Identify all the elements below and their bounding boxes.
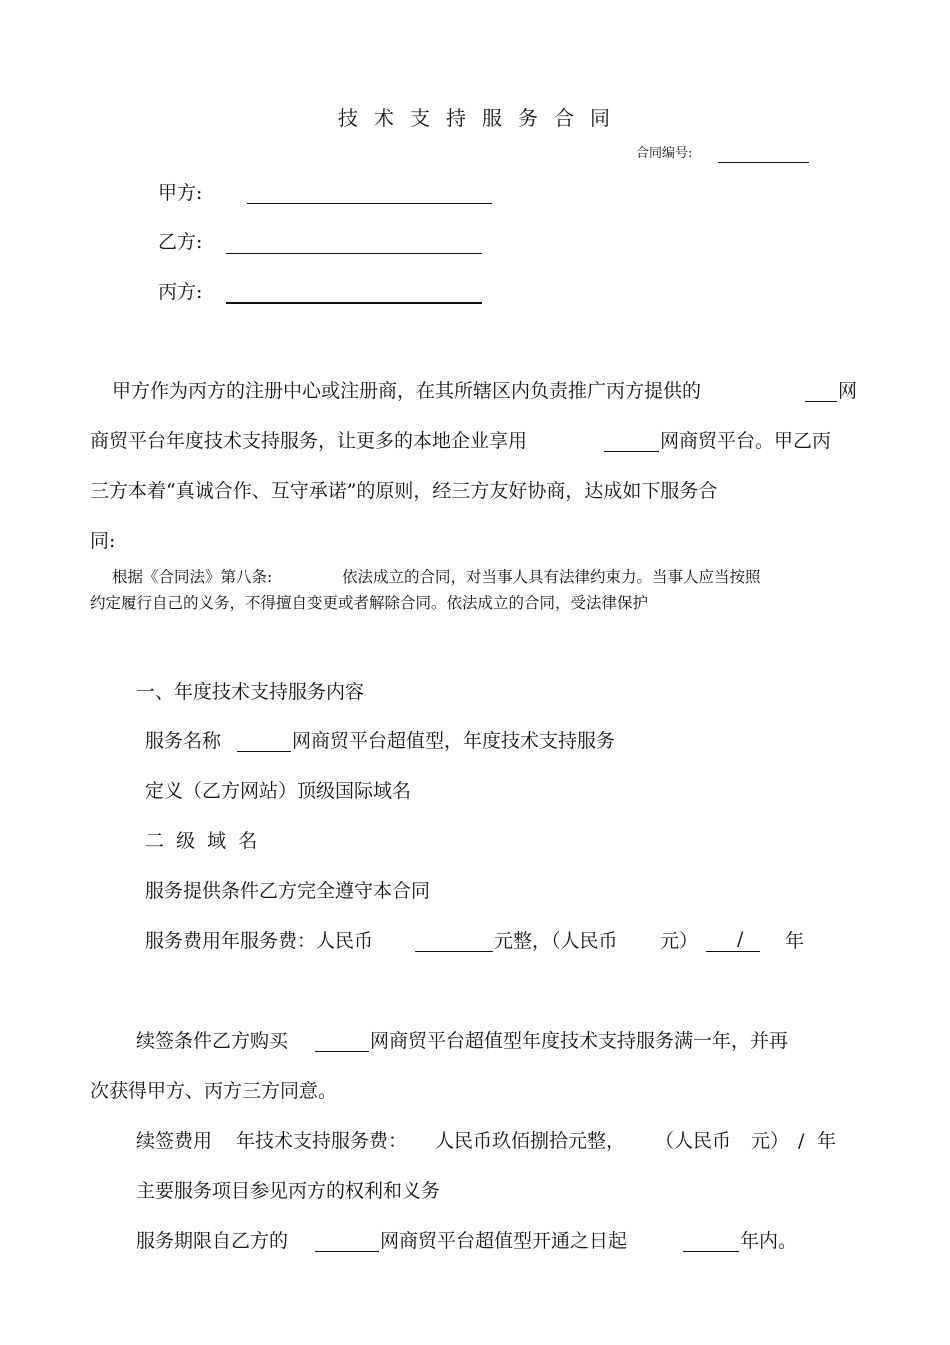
renewal-line-2: 次获得甲方、丙方三方同意。 [90, 1080, 338, 1102]
preamble-line-4: 同: [90, 530, 116, 552]
renewal-fee-slash: / [798, 1130, 805, 1152]
service-name-label: 服务名称 [145, 730, 222, 752]
fee-year: 年 [785, 930, 805, 952]
party-c-label: 丙方: [158, 281, 203, 303]
contract-number-blank[interactable] [718, 162, 809, 163]
conditions-line: 服务提供条件乙方完全遵守本合同 [145, 880, 431, 902]
party-b-blank[interactable] [226, 253, 482, 254]
preamble-line-3: 三方本着“真诚合作、互守承诺”的原则，经三方友好协商，达成如下服务合 [90, 480, 718, 502]
document-title: 技术支持服务合同 [338, 106, 626, 130]
contract-number-label: 合同编号: [636, 146, 693, 161]
renewal-fee-amount: 人民币玖佰捌拾元整， [435, 1130, 626, 1152]
term-line-mid: 网商贸平台超值型开通之日起 [380, 1230, 628, 1252]
renewal-fee-paren: （人民币 [655, 1130, 732, 1152]
renewal-fee-label: 续签费用 [136, 1130, 213, 1152]
service-name-text: 网商贸平台超值型，年度技术支持服务 [292, 730, 616, 752]
law-line-2: 约定履行自己的义务，不得擅自变更或者解除合同。依法成立的合同，受法律保护 [90, 594, 649, 612]
fee-slash-blank[interactable] [706, 951, 760, 952]
fee-label: 服务费用年服务费：人民币 [145, 930, 374, 952]
fee-slash: / [737, 928, 744, 950]
renewal-blank-1[interactable] [315, 1051, 369, 1052]
term-line-start: 服务期限自乙方的 [136, 1230, 289, 1252]
preamble-blank-1[interactable] [805, 401, 837, 402]
law-line-1-end: 依法成立的合同，对当事人具有法律约束力。当事人应当按照 [342, 568, 761, 586]
term-line-end: 年内。 [740, 1230, 798, 1252]
renewal-line-1-end: 网商贸平台超值型年度技术支持服务满一年，并再 [370, 1030, 789, 1052]
renewal-fee-year: 年 [817, 1130, 837, 1152]
law-line-1: 根据《合同法》第八条: [112, 568, 273, 586]
party-b-label: 乙方: [158, 231, 203, 253]
preamble-blank-2[interactable] [604, 451, 659, 452]
party-c-blank[interactable] [226, 302, 482, 304]
fee-yuan: 元） [660, 930, 699, 952]
term-blank-2[interactable] [683, 1251, 739, 1252]
fee-mid: 元整，（人民币 [494, 930, 618, 952]
preamble-line-1-end: 网 [838, 380, 858, 402]
main-items-line: 主要服务项目参见丙方的权利和义务 [136, 1180, 441, 1202]
renewal-fee-text: 年技术支持服务费： [236, 1130, 408, 1152]
preamble-line-2-end: 网商贸平台。甲乙丙 [660, 430, 832, 452]
second-domain-line: 二 级 域 名 [145, 830, 258, 852]
party-a-blank[interactable] [247, 203, 492, 204]
preamble-line-2: 商贸平台年度技术支持服务，让更多的本地企业享用 [90, 430, 528, 452]
renewal-fee-yuan: 元） [751, 1130, 790, 1152]
fee-amount-blank[interactable] [415, 951, 493, 952]
renewal-line-1: 续签条件乙方购买 [136, 1030, 289, 1052]
term-blank-1[interactable] [315, 1251, 379, 1252]
service-name-blank[interactable] [237, 751, 291, 752]
preamble-line-1: 甲方作为丙方的注册中心或注册商，在其所辖区内负责推广丙方提供的 [112, 380, 702, 402]
definition-line: 定义（乙方网站）顶级国际域名 [145, 780, 412, 802]
party-a-label: 甲方: [158, 182, 203, 204]
section-1-heading: 一、年度技术支持服务内容 [136, 681, 365, 703]
